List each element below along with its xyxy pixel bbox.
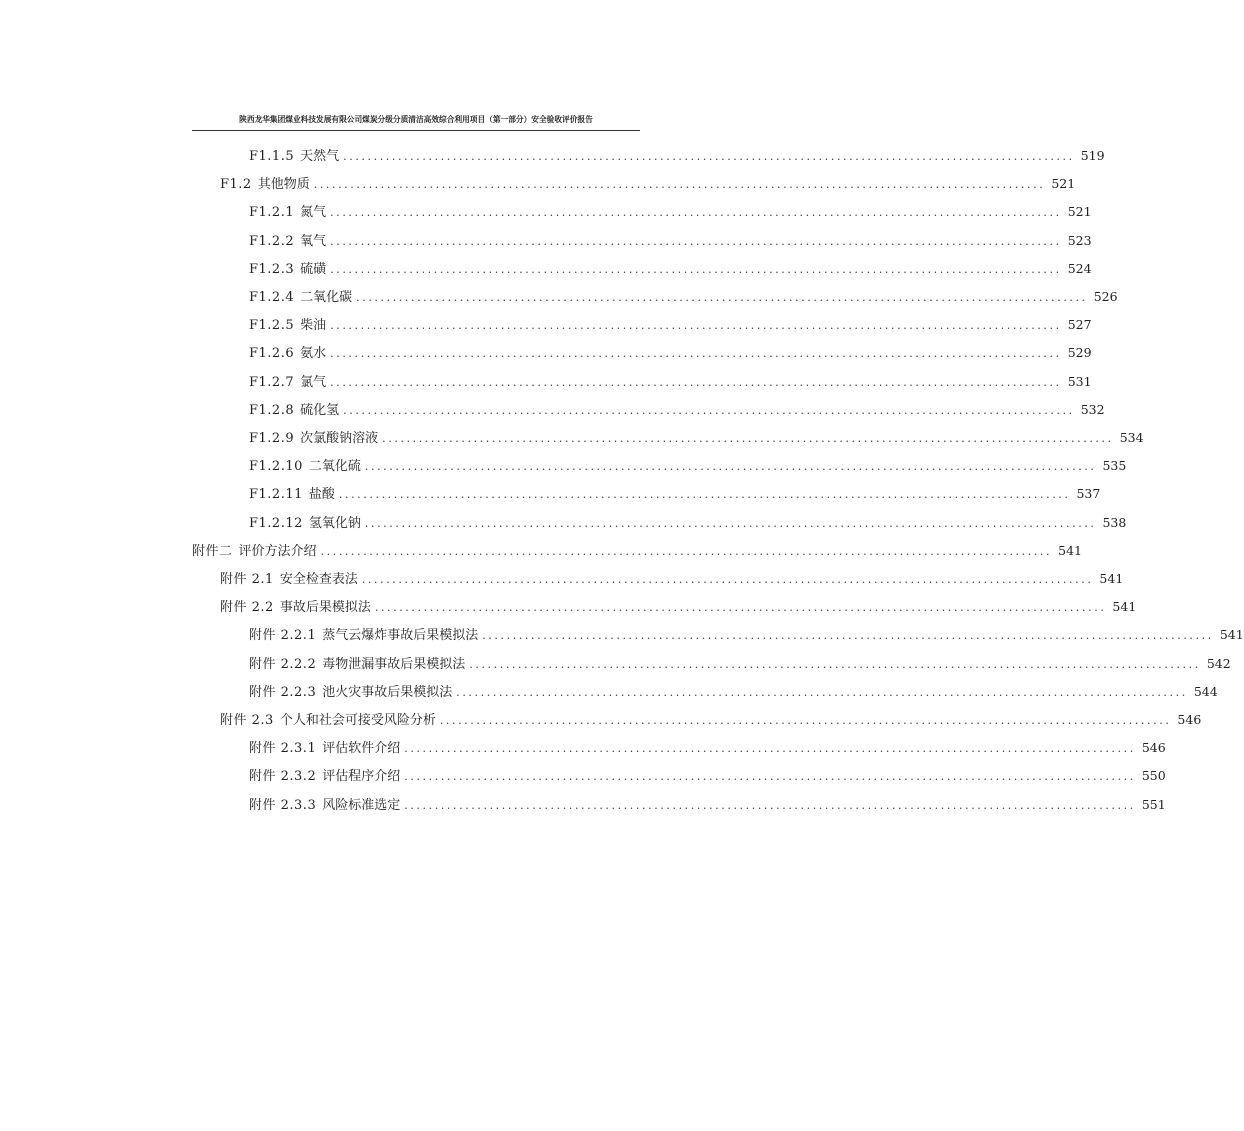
toc-entry[interactable] xyxy=(249,396,1105,424)
toc-entry[interactable] xyxy=(249,198,1092,226)
toc-dot-leader: ........................................................................................................................ xyxy=(364,516,1097,530)
toc-entry[interactable] xyxy=(249,311,1092,339)
toc-entry-title: 其他物质 xyxy=(257,177,310,193)
toc-dot-leader: ........................................................................................................................ xyxy=(343,403,1075,417)
toc-entry[interactable] xyxy=(249,650,1231,678)
toc-entry-number: F1.2.10 xyxy=(249,459,303,475)
toc-entry-page: 544 xyxy=(1193,683,1218,699)
toc-dot-leader: ........................................................................................................................ xyxy=(404,770,1136,784)
toc-entry[interactable] xyxy=(220,593,1137,621)
toc-entry-number: 附件 2.2 xyxy=(220,600,274,616)
toc-entry-title: 二氧化硫 xyxy=(308,459,361,475)
toc-entry-page: 524 xyxy=(1067,260,1092,276)
toc-entry[interactable] xyxy=(249,368,1092,396)
toc-dot-leader: ........................................................................................................................ xyxy=(469,657,1201,671)
toc-entry[interactable] xyxy=(220,170,1076,198)
toc-entry-number: F1.2.2 xyxy=(249,233,295,249)
toc-dot-leader: ........................................................................................................................ xyxy=(361,573,1094,586)
toc-entry-page: 523 xyxy=(1067,232,1092,248)
toc-dot-leader: ........................................................................................................................ xyxy=(330,319,1062,333)
toc-entry-page: 535 xyxy=(1102,458,1127,474)
toc-entry-number: 附件二 xyxy=(192,543,233,559)
toc-entry-title: 硫磺 xyxy=(300,261,327,277)
toc-dot-leader: ........................................................................................................................ xyxy=(364,460,1097,474)
toc-entry-page: 526 xyxy=(1093,289,1118,304)
toc-entry-page: 550 xyxy=(1141,768,1166,784)
toc-dot-leader: ........................................................................................................................ xyxy=(382,432,1114,445)
toc-dot-leader: ........................................................................................................................ xyxy=(330,262,1062,276)
toc-entry[interactable] xyxy=(249,339,1092,367)
toc-entry-title: 评估程序介绍 xyxy=(322,769,401,785)
toc-dot-leader: ........................................................................................................................ xyxy=(313,178,1046,192)
toc-dot-leader: ........................................................................................................................ xyxy=(330,206,1062,220)
toc-entry-number: 附件 2.3 xyxy=(220,713,274,728)
toc-entry-page: 521 xyxy=(1051,176,1076,192)
toc-entry-number: 附件 2.3.1 xyxy=(249,741,317,757)
toc-entry-page: 542 xyxy=(1206,655,1231,671)
toc-entry[interactable] xyxy=(249,255,1092,283)
toc-entry[interactable] xyxy=(249,142,1105,170)
toc-entry-title: 评估软件介绍 xyxy=(322,741,401,757)
toc-entry-page: 541 xyxy=(1112,599,1137,615)
toc-entry-page: 537 xyxy=(1076,486,1101,502)
toc-dot-leader: ........................................................................................................................ xyxy=(320,544,1053,558)
toc-entry-page: 541 xyxy=(1099,571,1124,586)
toc-entry-title: 毒物泄漏事故后果模拟法 xyxy=(322,656,466,672)
toc-entry[interactable] xyxy=(249,678,1218,706)
toc-entry-title: 安全检查表法 xyxy=(279,572,358,587)
toc-entry-title: 蒸气云爆炸事故后果模拟法 xyxy=(322,628,479,644)
toc-entry-number: F1.2.11 xyxy=(249,487,303,503)
toc-entry[interactable] xyxy=(249,621,1244,649)
toc-entry-number: F1.1.5 xyxy=(249,149,295,164)
toc-entry-number: 附件 2.3.3 xyxy=(249,797,317,813)
toc-entry-number: 附件 2.2.2 xyxy=(249,656,317,672)
toc-entry-page: 541 xyxy=(1058,542,1082,558)
toc-entry-title: 氢氧化钠 xyxy=(308,515,361,531)
toc-entry-page: 534 xyxy=(1119,430,1144,445)
toc-entry-page: 532 xyxy=(1080,401,1105,417)
toc-dot-leader: ........................................................................................................................ xyxy=(356,291,1088,304)
toc-dot-leader: ........................................................................................................................ xyxy=(404,798,1136,812)
toc-entry-title: 氨水 xyxy=(300,346,327,362)
toc-entry-number: F1.2.1 xyxy=(249,205,295,221)
toc-entry-page: 527 xyxy=(1067,317,1092,333)
toc-dot-leader: ........................................................................................................................ xyxy=(482,629,1214,643)
toc-entry[interactable] xyxy=(249,452,1127,480)
toc-entry-title: 氮气 xyxy=(300,205,327,221)
toc-entry-title: 个人和社会可接受风险分析 xyxy=(279,713,436,728)
toc-entry-title: 次氯酸钠溶液 xyxy=(300,431,379,446)
toc-entry-title: 评价方法介绍 xyxy=(238,543,317,559)
toc-entry-title: 二氧化碳 xyxy=(300,290,353,305)
toc-dot-leader: ........................................................................................................................ xyxy=(439,714,1172,727)
toc-entry-number: F1.2.4 xyxy=(249,290,295,305)
toc-entry-number: 附件 2.2.1 xyxy=(249,628,317,644)
toc-entry[interactable] xyxy=(249,480,1101,508)
toc-entry-title: 天然气 xyxy=(300,149,340,164)
page-header: 陕西龙华集团煤业科技发展有限公司煤炭分级分质清洁高效综合利用项目（第一部分）安全验收评价报告 xyxy=(192,112,640,131)
toc-entry-title: 风险标准选定 xyxy=(322,797,401,813)
toc-entry[interactable] xyxy=(249,762,1166,790)
toc-entry-title: 盐酸 xyxy=(308,487,335,503)
toc-entry[interactable] xyxy=(249,734,1166,762)
toc-entry-number: F1.2.8 xyxy=(249,402,295,418)
toc-entry-page: 541 xyxy=(1219,627,1244,643)
toc-entry-page: 521 xyxy=(1067,204,1092,220)
toc-entry[interactable] xyxy=(220,565,1124,593)
toc-entry-title: 氧气 xyxy=(300,233,327,249)
toc-entry[interactable] xyxy=(249,227,1092,255)
toc-entry-number: F1.2.12 xyxy=(249,515,303,531)
toc-entry-number: F1.2.5 xyxy=(249,318,295,334)
toc-dot-leader: ........................................................................................................................ xyxy=(456,685,1188,699)
toc-entry-title: 事故后果模拟法 xyxy=(279,600,371,616)
toc-entry-number: 附件 2.1 xyxy=(220,572,274,587)
toc-entry-page: 529 xyxy=(1067,345,1092,361)
toc-entry[interactable] xyxy=(220,706,1202,734)
toc-entry-number: F1.2.3 xyxy=(249,261,295,277)
toc-entry-number: 附件 2.3.2 xyxy=(249,769,317,785)
toc-entry[interactable] xyxy=(249,283,1118,311)
toc-entry-number: F1.2.6 xyxy=(249,346,295,362)
toc-entry-title: 池火灾事故后果模拟法 xyxy=(322,684,453,700)
toc-entry-page: 546 xyxy=(1141,740,1166,756)
toc-dot-leader: ........................................................................................................................ xyxy=(338,488,1071,502)
toc-entry[interactable] xyxy=(192,537,1082,565)
toc-dot-leader: ........................................................................................................................ xyxy=(343,150,1075,163)
toc-entry-number: 附件 2.2.3 xyxy=(249,684,317,700)
toc-dot-leader: ........................................................................................................................ xyxy=(330,234,1062,248)
toc-dot-leader: ........................................................................................................................ xyxy=(330,347,1062,361)
toc-entry[interactable] xyxy=(249,509,1127,537)
toc-entry-page: 546 xyxy=(1177,712,1202,727)
toc-entry[interactable] xyxy=(249,791,1166,819)
toc-entry-number: F1.2 xyxy=(220,177,252,193)
toc-entry-number: F1.2.7 xyxy=(249,374,295,390)
toc-dot-leader: ........................................................................................................................ xyxy=(374,601,1107,615)
toc-entry-number: F1.2.9 xyxy=(249,431,295,446)
toc-entry-page: 531 xyxy=(1067,373,1092,389)
toc-dot-leader: ........................................................................................................................ xyxy=(330,375,1062,389)
toc-entry-title: 柴油 xyxy=(300,318,327,334)
toc-entry-title: 硫化氢 xyxy=(300,402,340,418)
toc-entry-title: 氯气 xyxy=(300,374,327,390)
toc-entry-page: 551 xyxy=(1141,796,1166,812)
toc-dot-leader: ........................................................................................................................ xyxy=(404,742,1136,756)
toc-entry[interactable] xyxy=(249,424,1144,452)
toc-entry-page: 519 xyxy=(1080,148,1105,163)
toc-entry-page: 538 xyxy=(1102,514,1127,530)
